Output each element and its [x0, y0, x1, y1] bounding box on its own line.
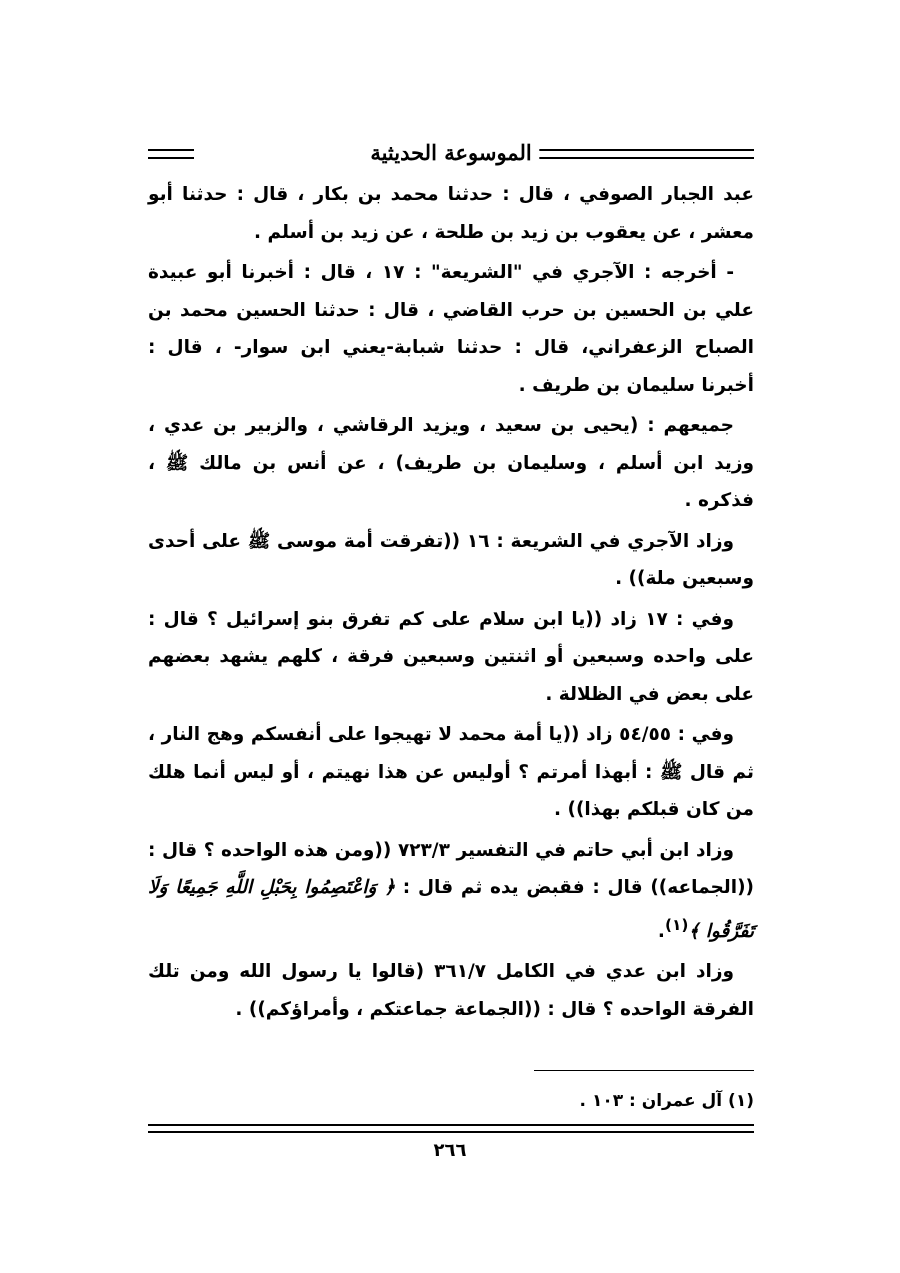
paragraph-2: - أخرجه : الآجري في "الشريعة" : ١٧ ، قال : أخبرنا أبو عبيدة علي بن الحسين بن حرب القاضي ، قال : حدثنا الحسين محمد بن الصباح الزعفراني، قال : حدثنا شبابة-يعني ابن سوار- ، قال : أخبرنا سليمان بن طريف . — [148, 262, 754, 396]
paragraph-3: جميعهم : (يحيى بن سعيد ، ويزيد الرقاشي ، والزبير بن عدي ، وزيد ابن أسلم ، وسليمان بن طريف) ، عن أنس بن مالك ﷺ ، فذكره . — [148, 415, 754, 511]
paragraph-5: وفي : ١٧ زاد ((يا ابن سلام على كم تفرق بنو إسرائيل ؟ قال : على واحده وسبعين أو اثنتين وسبعين فرقة ، كلهم يشهد بعضهم على بعض في الظلالة . — [148, 608, 754, 705]
header-title: الموسوعة الحديثية — [362, 140, 539, 165]
tafsir-text: وزاد ابن أبي حاتم في التفسير ٧٢٣/٣ ((ومن هذه الواحده ؟ قال : ((الجماعه)) قال : فقبض يده ثم قال : — [148, 839, 754, 898]
running-header — [148, 140, 754, 174]
body-text — [148, 176, 754, 1031]
quran-verse: ﴿ وَاعْتَصِمُوا بِحَبْلِ اللَّهِ جَمِيعًا وَلَا تَفَرَّقُوا ﴾ — [148, 877, 754, 942]
paragraph-1: عبد الجبار الصوفي ، قال : حدثنا محمد بن بكار ، قال : حدثنا أبو معشر ، عن يعقوب بن زيد بن طلحة ، عن زيد بن أسلم . — [148, 184, 754, 243]
paragraph-6: وفي : ٥٤/٥٥ زاد ((يا أمة محمد لا تهيجوا على أنفسكم وهج النار ، ثم قال ﷺ : أبهذا أمرتم ؟ أوليس عن هذا نهيتم ، أو ليس أنما هلك من كان قبلكم بهذا)) . — [148, 724, 754, 820]
header-rule-left — [148, 149, 194, 159]
tafsir-end: . — [657, 920, 665, 942]
footnote: (١) آل عمران : ١٠٣ . — [579, 1091, 754, 1111]
footer-rule — [148, 1124, 754, 1133]
footnote-marker: (١) — [664, 915, 689, 934]
footnote-separator — [534, 1070, 754, 1071]
page-number: ٢٦٦ — [433, 1140, 467, 1161]
paragraph-4: وزاد الآجري في الشريعة : ١٦ ((تفرقت أمة موسى ﷺ على أحدى وسبعين ملة)) . — [148, 530, 754, 589]
paragraph-8: وزاد ابن عدي في الكامل ٣٦١/٧ (قالوا يا رسول الله ومن تلك الفرقة الواحده ؟ قال : ((الجماعة جماعتكم ، وأمراؤكم)) . — [148, 961, 754, 1020]
paragraph-7 — [148, 832, 754, 951]
